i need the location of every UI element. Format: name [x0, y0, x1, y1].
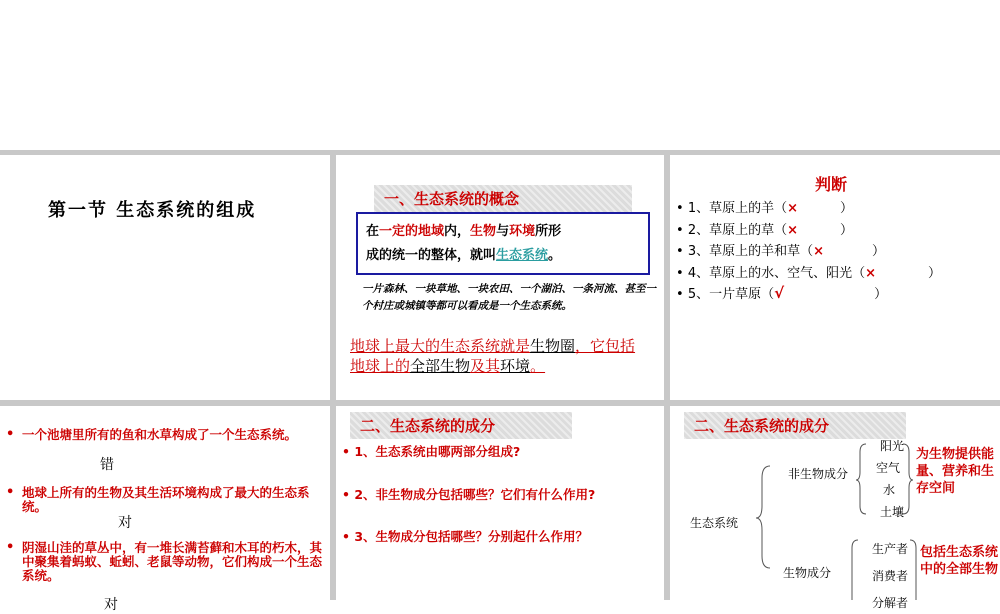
slide-thumbnail-6[interactable]	[670, 406, 1000, 610]
definition-text: 所形	[535, 224, 562, 239]
definition-text: 内，	[444, 224, 471, 239]
cross-mark-icon: ×	[865, 265, 876, 281]
true-false-item	[6, 428, 326, 442]
section-banner: 一、生态系统的概念	[374, 185, 632, 212]
tree-root-ecosystem: 生态系统	[690, 516, 739, 530]
biotic-item: 分解者	[872, 596, 909, 610]
largest-text-part: ，它包括地球上的	[350, 337, 636, 375]
slide-title: 第一节 生态系统的组成	[48, 200, 257, 221]
bullet: •	[342, 487, 355, 502]
section-banner: 二、生态系统的成分	[684, 412, 906, 439]
cross-mark-icon: ×	[787, 222, 798, 238]
answer-right: 对	[118, 515, 132, 531]
judgement-item: • 5、一片草原（√ ）	[676, 284, 888, 302]
definition-keyword-ecosystem: 生态系统	[496, 248, 549, 263]
biotic-note: 包括生态系统中的全部生物	[920, 545, 999, 577]
cross-mark-icon: ×	[787, 201, 798, 216]
bullet: •	[6, 427, 15, 442]
definition-keyword-region: 一定的地域	[379, 224, 445, 239]
slide-thumbnail-1[interactable]	[0, 155, 330, 400]
judgement-item-close: ）	[874, 287, 888, 302]
bullet: •	[6, 485, 15, 500]
judgement-title: 判断	[815, 175, 848, 194]
question-text: 3、生物成分包括哪些？分别起什么作用？	[354, 529, 589, 544]
answer-wrong: 错	[100, 457, 114, 473]
judgement-item-close: ）	[840, 222, 854, 238]
definition-text: 成的统一的整体，就叫	[366, 248, 497, 263]
definition-text: 在	[366, 224, 380, 239]
judgement-item-text: 5、一片草原（	[687, 287, 775, 302]
slide-thumbnail-3[interactable]	[670, 155, 1000, 400]
judgement-item: • 2、草原上的草（× ）	[676, 222, 854, 238]
abiotic-item: 空气	[876, 461, 901, 475]
biotic-item: 生产者	[872, 542, 909, 556]
environment-term: 环境	[500, 357, 531, 375]
judgement-item-text: 2、草原上的草（	[687, 222, 788, 238]
section-banner: 二、生态系统的成分	[350, 412, 572, 439]
true-false-item	[6, 541, 326, 583]
question-text: 1、生态系统由哪两部分组成?	[354, 444, 521, 459]
cross-mark-icon: ×	[813, 244, 824, 259]
tree-node-abiotic: 非生物成分	[788, 467, 849, 481]
statement-text: 地球上所有的生物及其生活环境构成了最大的生态系统。	[22, 485, 310, 514]
judgement-item-text: 4、草原上的水、空气、阳光（	[687, 265, 866, 281]
largest-text-part: 及其	[470, 357, 501, 375]
definition-box	[356, 212, 650, 275]
definition-keyword-organism: 生物	[470, 224, 497, 239]
abiotic-item: 阳光	[880, 439, 905, 453]
definition-keyword-environment: 环境	[509, 224, 536, 239]
check-mark-icon: √	[774, 284, 785, 302]
largest-ecosystem-text	[350, 336, 650, 376]
slide-thumbnail-5[interactable]	[336, 406, 664, 600]
definition-text: 与	[496, 224, 510, 239]
answer-right: 对	[104, 597, 118, 613]
definition-text: 。	[548, 248, 562, 263]
judgement-list	[676, 197, 996, 305]
slide-thumbnail-4[interactable]	[0, 406, 330, 613]
judgement-item-close: ）	[872, 244, 886, 259]
judgement-item-text: 1、草原上的羊（	[687, 201, 788, 216]
largest-text-part: 。	[530, 357, 546, 375]
tree-node-biotic: 生物成分	[783, 566, 832, 580]
biosphere-term: 生物圈	[530, 337, 576, 355]
judgement-item: • 3、草原上的羊和草（× ）	[676, 244, 886, 259]
examples-text: 一片森林、一块草地、一块农田、一个湖泊、一条河流、甚至一个村庄或城镇等都可以看成是一个生态系统。	[362, 283, 656, 312]
abiotic-item: 水	[883, 483, 896, 497]
question-item	[342, 442, 520, 460]
judgement-item-text: 3、草原上的羊和草（	[687, 244, 814, 259]
bullet: •	[6, 540, 15, 555]
abiotic-note: 为生物提供能量、营养和生存空间	[916, 447, 995, 496]
statement-text: 一个池塘里所有的鱼和水草构成了一个生态系统。	[22, 427, 298, 442]
judgement-item-close: ）	[928, 265, 942, 281]
true-false-item	[6, 486, 326, 514]
judgement-item-close: ）	[840, 201, 854, 216]
bullet: •	[342, 529, 355, 544]
statement-text: 阴湿山洼的草丛中，有一堆长满苔藓和木耳的朽木，其中聚集着蚂蚁、蚯蚓、老鼠等动物，它们构成一个生态系统。	[22, 540, 323, 583]
judgement-item: • 4、草原上的水、空气、阳光（× ）	[676, 265, 942, 281]
biotic-item: 消费者	[872, 569, 909, 583]
question-item	[342, 527, 588, 545]
bullet: •	[342, 444, 355, 459]
all-organisms-term: 全部生物	[410, 357, 471, 375]
question-item	[342, 485, 595, 503]
abiotic-item: 土壤	[880, 505, 905, 519]
judgement-item: • 1、草原上的羊（× ）	[676, 201, 854, 216]
largest-text-part: 地球上最大的生态系统就是	[350, 337, 531, 355]
slide-thumbnail-2[interactable]	[336, 155, 664, 400]
question-text: 2、非生物成分包括哪些？它们有什么作用?	[354, 487, 596, 502]
